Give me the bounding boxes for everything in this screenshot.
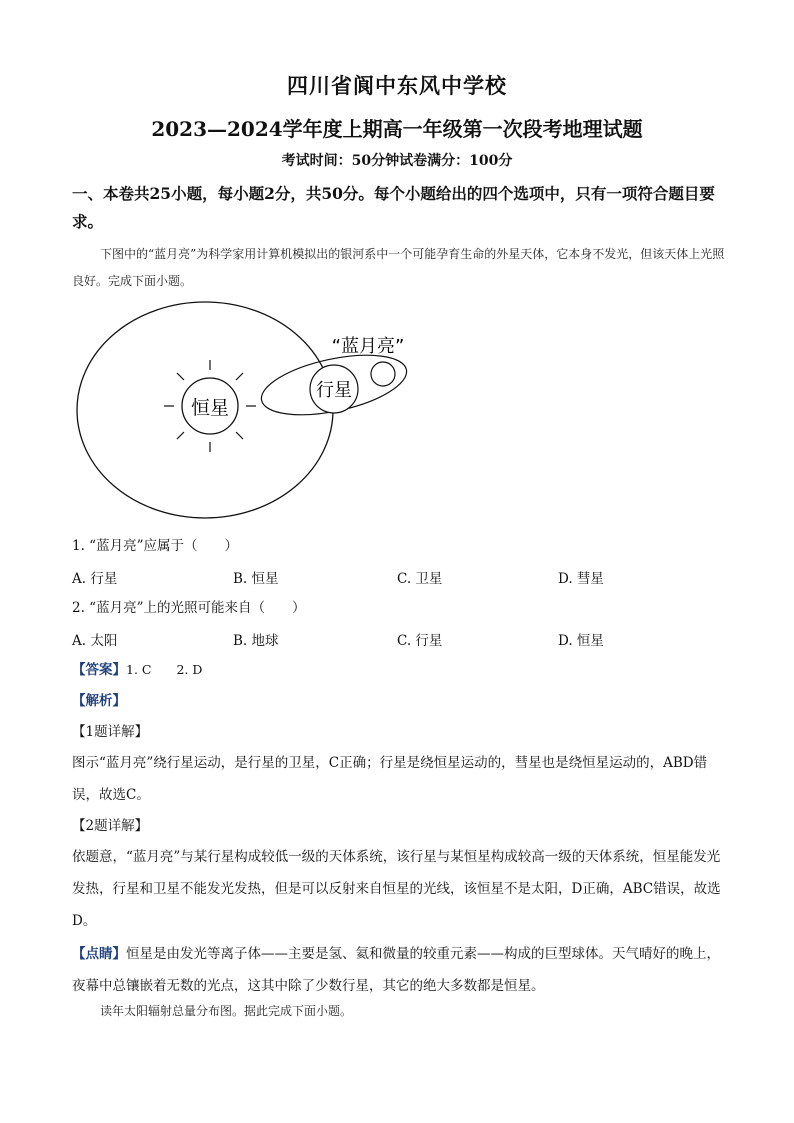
tip-paragraph bbox=[72, 938, 732, 1002]
q1-detail-tag: 【1题详解】 bbox=[72, 724, 149, 740]
q2-detail-tag: 【2题详解】 bbox=[72, 818, 149, 834]
q2-detail-text: 依题意，“蓝月亮”与某行星构成较低一级的天体系统，该行星与某恒星构成较高一级的天体系统，恒星能发光发热，行星和卫星不能发光发热，但是可以反射来自恒星的光线，该恒星不是太阳，D正确，ABC错误，故选D。 bbox=[72, 849, 721, 929]
orbit-diagram bbox=[72, 300, 452, 540]
q1-option-a: A. 行星 bbox=[72, 571, 118, 587]
planet-label: 行星 bbox=[316, 380, 352, 401]
question-1-stem: 1. “蓝月亮”应属于（ ） bbox=[72, 538, 238, 554]
answer-line bbox=[72, 660, 732, 680]
star-label: 恒星 bbox=[190, 397, 230, 419]
question-2-stem: 2. “蓝月亮”上的光照可能来自（ ） bbox=[72, 600, 306, 616]
moon-label: “蓝月亮” bbox=[331, 336, 405, 357]
exam-info: 考试时间：50分钟试卷满分：100分 bbox=[281, 153, 513, 169]
q1-detail-text: 图示“蓝月亮”绕行星运动，是行星的卫星，C正确；行星是绕恒星运动的，彗星也是绕恒星运动的，ABD错误，故选C。 bbox=[72, 755, 708, 803]
answer-tag: 【答案】 bbox=[72, 662, 126, 678]
tip-tag: 【点睛】 bbox=[72, 946, 126, 962]
q2-option-b: B. 地球 bbox=[233, 633, 279, 649]
answer-text: 1. C 2. D bbox=[126, 662, 203, 677]
question-intro: 下图中的“蓝月亮”为科学家用计算机模拟出的银河系中一个可能孕育生命的外星天体，它本身不发光，但该天体上光照良好。完成下面小题。 bbox=[72, 247, 725, 288]
exam-title: 2023—2024学年度上期高一年级第一次段考地理试题 bbox=[151, 117, 643, 141]
school-name: 四川省阆中东风中学校 bbox=[287, 73, 507, 98]
q2-option-d: D. 恒星 bbox=[558, 633, 604, 649]
q2-option-a: A. 太阳 bbox=[72, 633, 118, 649]
analysis-tag: 【解析】 bbox=[72, 693, 126, 709]
q1-option-d: D. 彗星 bbox=[558, 571, 604, 587]
moon-circle bbox=[371, 362, 395, 386]
q1-option-b: B. 恒星 bbox=[233, 571, 279, 587]
next-question-intro: 读年太阳辐射总量分布图。据此完成下面小题。 bbox=[100, 1004, 353, 1018]
tip-text: 恒星是由发光等离子体——主要是氢、氦和微量的较重元素——构成的巨型球体。天气晴好的晚上，夜幕中总镶嵌着无数的光点，这其中除了少数行星，其它的绝大多数都是恒星。 bbox=[72, 946, 720, 994]
q2-option-c: C. 行星 bbox=[397, 633, 443, 649]
section-heading: 一、本卷共25小题，每小题2分，共50分。每个小题给出的四个选项中，只有一项符合题目要求。 bbox=[72, 184, 715, 231]
q1-option-c: C. 卫星 bbox=[397, 571, 443, 587]
